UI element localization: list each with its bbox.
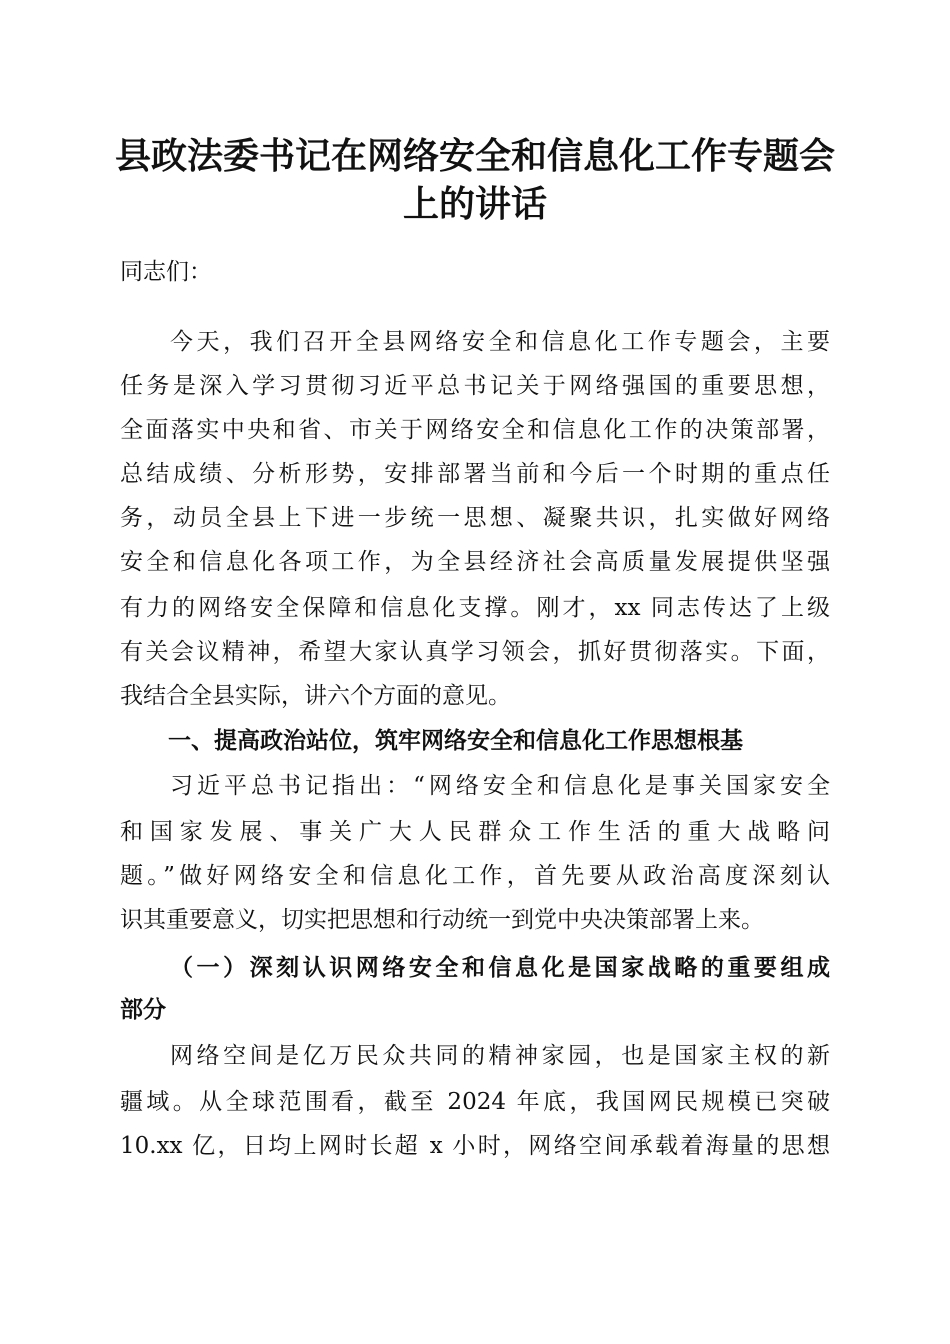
intro-line: 今天，我们召开全县网络安全和信息化工作专题会，主要 [170, 329, 830, 355]
intro-line: 有关会议精神，希望大家认真学习领会，抓好贯彻落实。下面， [120, 639, 830, 665]
section-line: 识其重要意义，切实把思想和行动统一到党中央决策部署上来。 [120, 907, 764, 933]
section-line: 题。”做好网络安全和信息化工作，首先要从政治高度深刻认 [120, 863, 830, 889]
intro-line: 有力的网络安全保障和信息化支撑。刚才，xx 同志传达了上级 [120, 595, 830, 621]
intro-line: 安全和信息化各项工作，为全县经济社会高质量发展提供坚强 [120, 549, 830, 575]
subsection-line: 10.xx 亿，日均上网时长超 x 小时，网络空间承载着海量的思想 [120, 1133, 830, 1159]
section-line: 和国家发展、事关广大人民群众工作生活的重大战略问 [120, 819, 830, 845]
salutation: 同志们： [120, 259, 212, 285]
document-title [100, 132, 850, 228]
subsection-line: 疆域。从全球范围看，截至 2024 年底，我国网民规模已突破 [120, 1089, 830, 1115]
intro-line: 我结合全县实际，讲六个方面的意见。 [120, 683, 511, 709]
subsection-heading-continued: 部分 [120, 996, 166, 1023]
intro-line: 总结成绩、分析形势，安排部署当前和今后一个时期的重点任 [120, 461, 830, 487]
intro-line: 全面落实中央和省、市关于网络安全和信息化工作的决策部署， [120, 417, 830, 443]
intro-line: 务，动员全县上下进一步统一思想、凝聚共识，扎实做好网络 [120, 505, 830, 531]
section-heading: 一、提高政治站位，筑牢网络安全和信息化工作思想根基 [168, 728, 743, 754]
subsection-heading: （一）深刻认识网络安全和信息化是国家战略的重要组成 [170, 954, 830, 981]
section-line: 习近平总书记指出：“网络安全和信息化是事关国家安全 [170, 773, 830, 799]
document-title-line-1: 县政法委书记在网络安全和信息化工作专题会 [114, 135, 835, 177]
subsection-line: 网络空间是亿万民众共同的精神家园，也是国家主权的新 [170, 1043, 830, 1069]
intro-line: 任务是深入学习贯彻习近平总书记关于网络强国的重要思想， [120, 373, 830, 399]
document-title-line-2: 上的讲话 [402, 183, 547, 225]
